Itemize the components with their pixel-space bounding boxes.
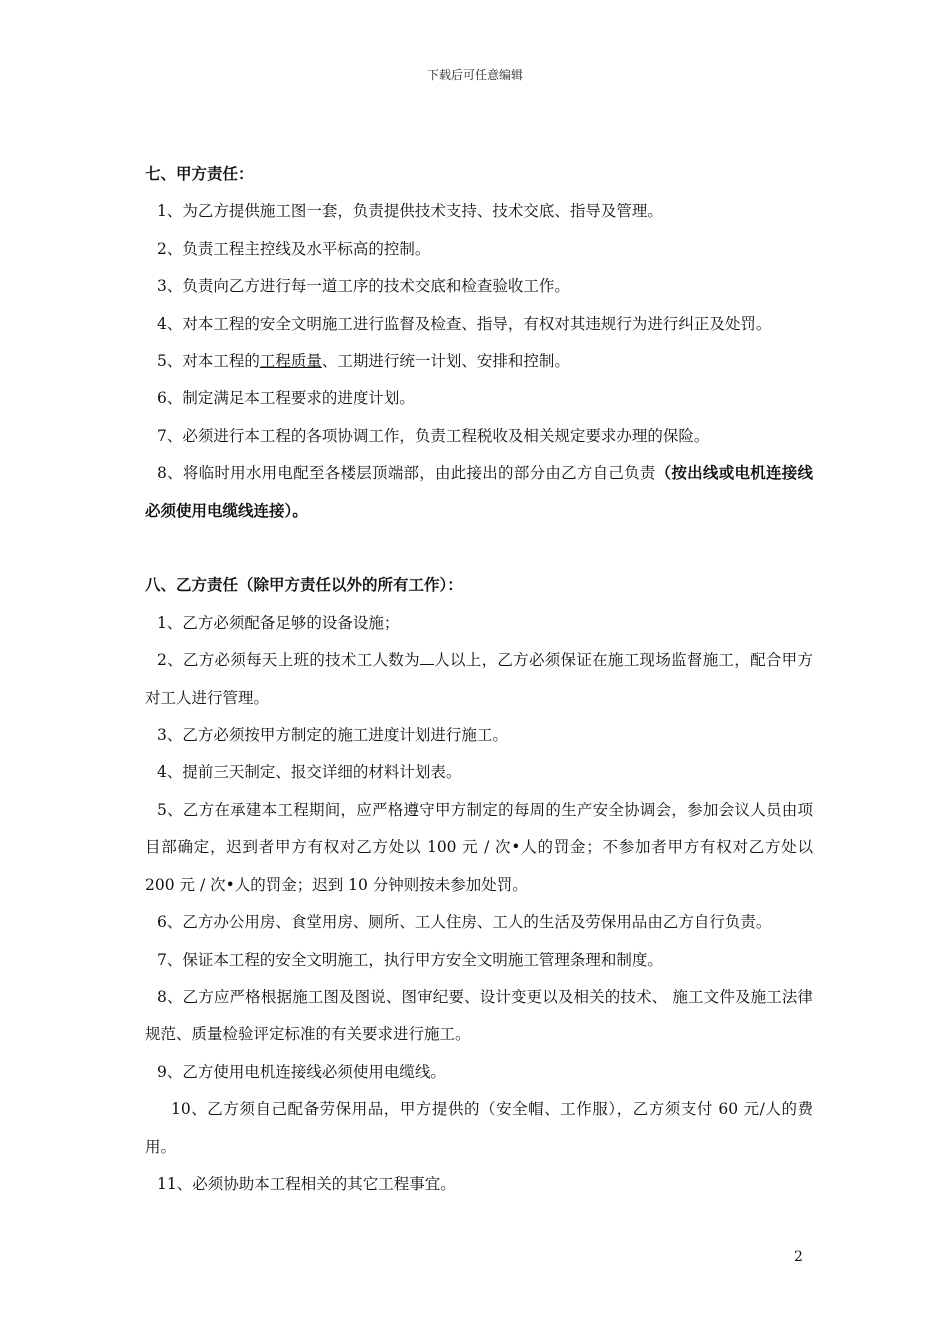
- section-8-item-11: 11、必须协助本工程相关的其它工程事宜。: [157, 1174, 456, 1193]
- section-7-item-1: 1、为乙方提供施工图一套，负责提供技术支持、技术交底、指导及管理。: [157, 202, 663, 221]
- section-8-heading: 八、乙方责任（除甲方责任以外的所有工作）：: [145, 576, 463, 595]
- section-7-item-2: 2、负责工程主控线及水平标高的控制。: [157, 239, 431, 258]
- section-8-item-4: 4、提前三天制定、报交详细的材料计划表。: [157, 763, 462, 782]
- item-5-prefix: 5、对本工程的: [157, 352, 260, 371]
- section-8-item-6: 6、乙方办公用房、食堂用房、厕所、工人住房、工人的生活及劳保用品由乙方自行负责。: [157, 913, 772, 932]
- section-8-item-8: 8、乙方应严格根据施工图及图说、图审纪要、设计变更以及相关的技术、 施工文件及施工法律规范、质量检验评定标准的有关要求进行施工。: [145, 987, 813, 1044]
- section-7-item-3: 3、负责向乙方进行每一道工序的技术交底和检查验收工作。: [157, 277, 570, 296]
- section-8-item-9: 9、乙方使用电机连接线必须使用电缆线。: [157, 1062, 446, 1081]
- section-7-item-5: [145, 343, 813, 380]
- section-7-item-4: 4、对本工程的安全文明施工进行监督及检查、指导，有权对其违规行为进行纠正及处罚。: [157, 314, 772, 333]
- section-7-item-7: 7、必须进行本工程的各项协调工作，负责工程税收及相关规定要求办理的保险。: [157, 426, 710, 445]
- section-8-item-7: 7、保证本工程的安全文明施工，执行甲方安全文明施工管理条理和制度。: [157, 950, 663, 969]
- item-8-normal-text: 8、将临时用水用电配至各楼层顶端部，由此接出的部分由乙方自己负责: [157, 464, 656, 483]
- section-8-item-10: 10、乙方须自己配备劳保用品，甲方提供的（安全帽、工作服），乙方须支付 60 元/人的费用。: [145, 1100, 813, 1156]
- item-2-prefix: 2、乙方必须每天上班的技术工人数为: [157, 651, 420, 670]
- section-8-item-3: 3、乙方必须按甲方制定的施工进度计划进行施工。: [157, 726, 508, 745]
- item-2-suffix: 人以上，乙方必须保证在施工现场监督施工，配合甲方对工人进行管理。: [145, 651, 813, 707]
- section-8-item-5: 5、乙方在承建本工程期间，应严格遵守甲方制定的每周的生产安全协调会，参加会议人员由项目部确定，迟到者甲方有权对乙方处以 100 元 / 次•人的罚金；不参加者甲方有权对乙方处以 200 元 / 次•人的罚金；迟到 10 分钟则按未参加处罚。: [145, 800, 813, 894]
- page-header: 下载后可任意编辑: [426, 68, 523, 82]
- quality-term-underlined: 工程质量: [259, 352, 322, 371]
- item-5-suffix: 、工期进行统一计划、安排和控制。: [321, 352, 570, 371]
- section-spacer: [145, 530, 813, 567]
- section-7-item-6: 6、制定满足本工程要求的进度计划。: [157, 389, 415, 408]
- item-8-bold-text: （按出线或电机连接线必须使用电缆线连接）。: [145, 464, 813, 520]
- page-number: 2: [794, 1249, 803, 1265]
- section-8-item-2: [145, 642, 813, 717]
- section-7-heading: 七、甲方责任：: [145, 165, 254, 183]
- document-body: [145, 156, 813, 1203]
- blank-fill-line: [420, 650, 434, 665]
- section-7-item-8: [145, 455, 813, 530]
- section-8-item-1: 1、乙方必须配备足够的设备设施；: [157, 613, 400, 632]
